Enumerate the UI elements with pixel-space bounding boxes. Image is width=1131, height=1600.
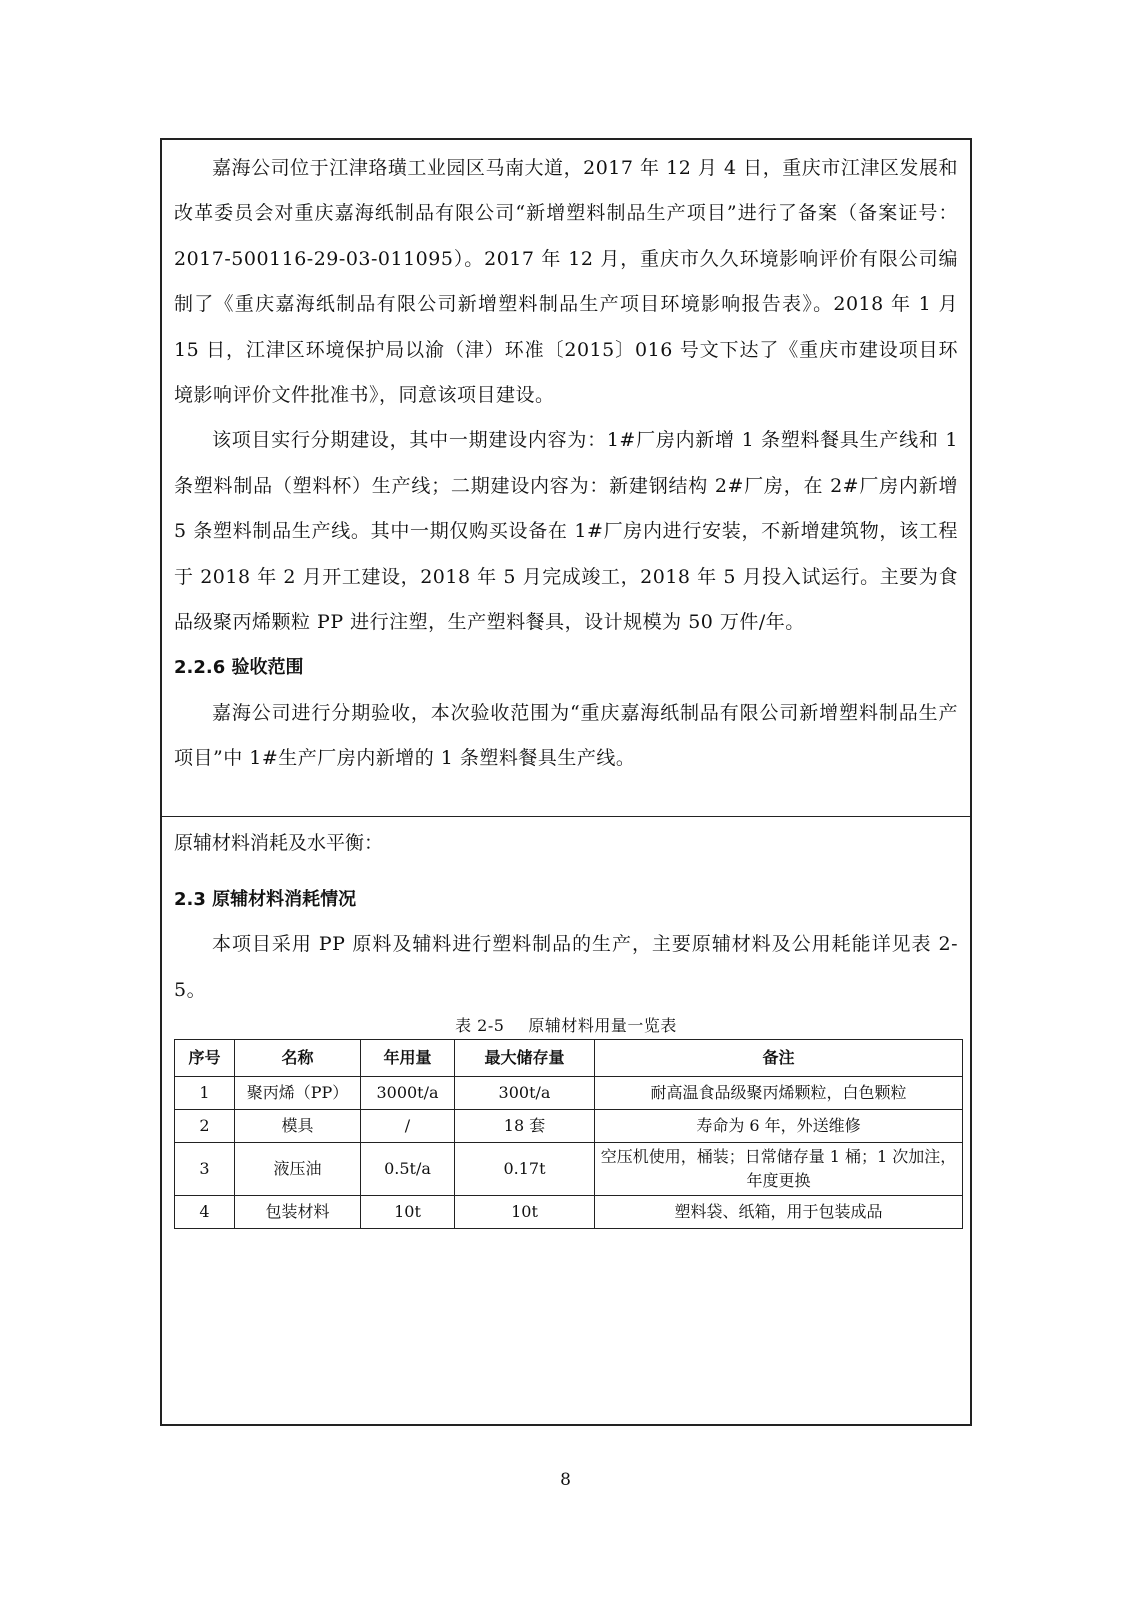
materials-table xyxy=(174,1039,963,1229)
cell-annual-usage: 10t xyxy=(361,1196,455,1229)
cell-name: 包装材料 xyxy=(235,1196,361,1229)
table-row xyxy=(175,1077,963,1110)
cell-index: 1 xyxy=(175,1077,235,1110)
cell-annual-usage: 0.5t/a xyxy=(361,1143,455,1196)
acceptance-scope-heading: 2.2.6 验收范围 xyxy=(174,657,304,679)
table-caption xyxy=(174,1015,958,1037)
raw-materials-heading: 2.3 原辅材料消耗情况 xyxy=(174,889,357,910)
raw-materials-section xyxy=(162,817,970,1424)
cell-name: 聚丙烯（PP） xyxy=(235,1077,361,1110)
header-max-storage: 最大储存量 xyxy=(455,1040,595,1077)
cell-max-storage: 0.17t xyxy=(455,1143,595,1196)
table-row xyxy=(175,1110,963,1143)
header-index: 序号 xyxy=(175,1040,235,1077)
cell-remarks: 塑料袋、纸箱，用于包装成品 xyxy=(595,1196,963,1229)
cell-name: 液压油 xyxy=(235,1143,361,1196)
cell-annual-usage: / xyxy=(361,1110,455,1143)
cell-index: 3 xyxy=(175,1143,235,1196)
cell-max-storage: 18 套 xyxy=(455,1110,595,1143)
table-caption-title: 原辅材料用量一览表 xyxy=(528,1016,677,1036)
acceptance-scope-paragraph: 嘉海公司进行分期验收，本次验收范围为“重庆嘉海纸制品有限公司新增塑料制品生产项目”中 1#生产厂房内新增的 1 条塑料餐具生产线。 xyxy=(174,701,958,770)
cell-max-storage: 300t/a xyxy=(455,1077,595,1110)
page-number: 8 xyxy=(560,1470,571,1490)
raw-materials-paragraph: 本项目采用 PP 原料及辅料进行塑料制品的生产，主要原辅材料及公用耗能详见表 2-5。 xyxy=(174,933,958,1001)
table-caption-number: 表 2-5 xyxy=(455,1016,505,1036)
header-remarks: 备注 xyxy=(595,1040,963,1077)
report-form-frame xyxy=(160,138,972,1426)
table-header-row xyxy=(175,1040,963,1077)
cell-index: 2 xyxy=(175,1110,235,1143)
table-row xyxy=(175,1196,963,1229)
cell-max-storage: 10t xyxy=(455,1196,595,1229)
cell-remarks: 空压机使用，桶装；日常储存量 1 桶；1 次加注，年度更换 xyxy=(595,1143,963,1196)
cell-remarks: 寿命为 6 年，外送维修 xyxy=(595,1110,963,1143)
project-history-section xyxy=(162,140,970,817)
cell-annual-usage: 3000t/a xyxy=(361,1077,455,1110)
construction-phases-paragraph: 该项目实行分期建设，其中一期建设内容为：1#厂房内新增 1 条塑料餐具生产线和 1 条塑料制品（塑料杯）生产线；二期建设内容为：新建钢结构 2#厂房，在 2#厂房内新增 5 条塑料制品生产线。其中一期仅购买设备在 1#厂房内进行安装，不新增建筑物，该工程于 2018 年 2 月开工建设，2018 年 5 月完成竣工，2018 年 5 月投入试运行。主要为食品级聚丙烯颗粒 PP 进行注塑，生产塑料餐具，设计规模为 50 万件/年。 xyxy=(174,429,958,634)
cell-index: 4 xyxy=(175,1196,235,1229)
header-annual-usage: 年用量 xyxy=(361,1040,455,1077)
cell-name: 模具 xyxy=(235,1110,361,1143)
header-name: 名称 xyxy=(235,1040,361,1077)
raw-materials-label: 原辅材料消耗及水平衡： xyxy=(174,832,384,854)
filing-history-paragraph: 嘉海公司位于江津珞璜工业园区马南大道，2017 年 12 月 4 日，重庆市江津区发展和改革委员会对重庆嘉海纸制品有限公司“新增塑料制品生产项目”进行了备案（备案证号：2017-500116-29-03-011095）。2017 年 12 月，重庆市久久环境影响评价有限公司编制了《重庆嘉海纸制品有限公司新增塑料制品生产项目环境影响报告表》。2018 年 1 月 15 日，江津区环境保护局以渝（津）环准〔2015〕016 号文下达了《重庆市建设项目环境影响评价文件批准书》，同意该项目建设。 xyxy=(174,157,958,407)
cell-remarks: 耐高温食品级聚丙烯颗粒，白色颗粒 xyxy=(595,1077,963,1110)
table-row xyxy=(175,1143,963,1196)
